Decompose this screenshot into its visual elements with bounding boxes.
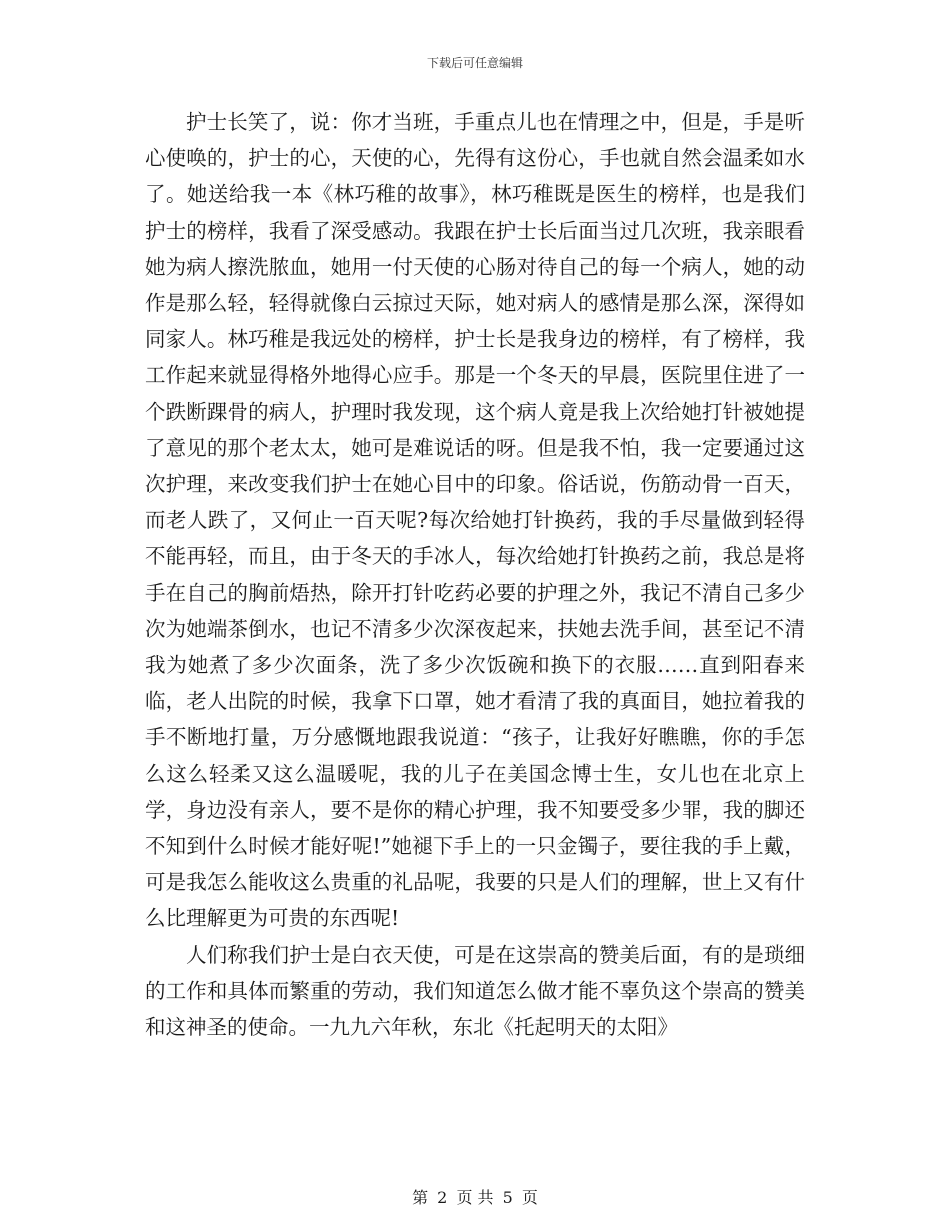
current-page-number: 2 bbox=[437, 1188, 448, 1207]
header-note: 下载后可任意编辑 bbox=[426, 56, 523, 70]
footer-suffix: 页 bbox=[521, 1188, 538, 1207]
document-body bbox=[145, 104, 805, 1045]
page-footer bbox=[0, 1185, 950, 1208]
footer-prefix: 第 bbox=[412, 1188, 429, 1207]
paragraph: 护士长笑了，说：你才当班，手重点儿也在情理之中，但是，手是听心使唤的，护士的心，天使的心，先得有这份心，手也就自然会温柔如水了。她送给我一本《林巧稚的故事》，林巧稚既是医生的榜样，也是我们护士的榜样，我看了深受感动。我跟在护士长后面当过几次班，我亲眼看她为病人擦洗脓血，她用一付天使的心肠对待自己的每一个病人，她的动作是那么轻，轻得就像白云掠过天际，她对病人的感情是那么深，深得如同家人。林巧稚是我远处的榜样，护士长是我身边的榜样，有了榜样，我工作起来就显得格外地得心应手。那是一个冬天的早晨，医院里住进了一个跌断踝骨的病人，护理时我发现，这个病人竟是我上次给她打针被她提了意见的那个老太太，她可是难说话的呀。但是我不怕，我一定要通过这次护理，来改变我们护士在她心目中的印象。俗话说，伤筋动骨一百天，而老人跌了，又何止一百天呢?每次给她打针换药，我的手尽量做到轻得不能再轻，而且，由于冬天的手冰人，每次给她打针换药之前，我总是将手在自己的胸前焐热，除开打针吃药必要的护理之外，我记不清自己多少次为她端茶倒水，也记不清多少次深夜起来，扶她去洗手间，甚至记不清我为她煮了多少次面条，洗了多少次饭碗和换下的衣服……直到阳春来临，老人出院的时候，我拿下口罩，她才看清了我的真面目，她拉着我的手不断地打量，万分感慨地跟我说道：“孩子，让我好好瞧瞧，你的手怎么这么轻柔又这么温暖呢，我的儿子在美国念博士生，女儿也在北京上学，身边没有亲人，要不是你的精心护理，我不知要受多少罪，我的脚还不知到什么时候才能好呢!”她褪下手上的一只金镯子，要往我的手上戴，可是我怎么能收这么贵重的礼品呢，我要的只是人们的理解，世上又有什么比理解更为可贵的东西呢! bbox=[145, 110, 805, 931]
page-header bbox=[0, 54, 950, 71]
total-page-count: 5 bbox=[502, 1188, 513, 1207]
footer-mid: 页 共 bbox=[456, 1188, 494, 1207]
paragraph: 人们称我们护士是白衣天使，可是在这崇高的赞美后面，有的是琐细的工作和具体而繁重的劳动，我们知道怎么做才能不辜负这个崇高的赞美和这神圣的使命。一九九六年秋，东北《托起明天的太阳》 bbox=[145, 942, 805, 1040]
